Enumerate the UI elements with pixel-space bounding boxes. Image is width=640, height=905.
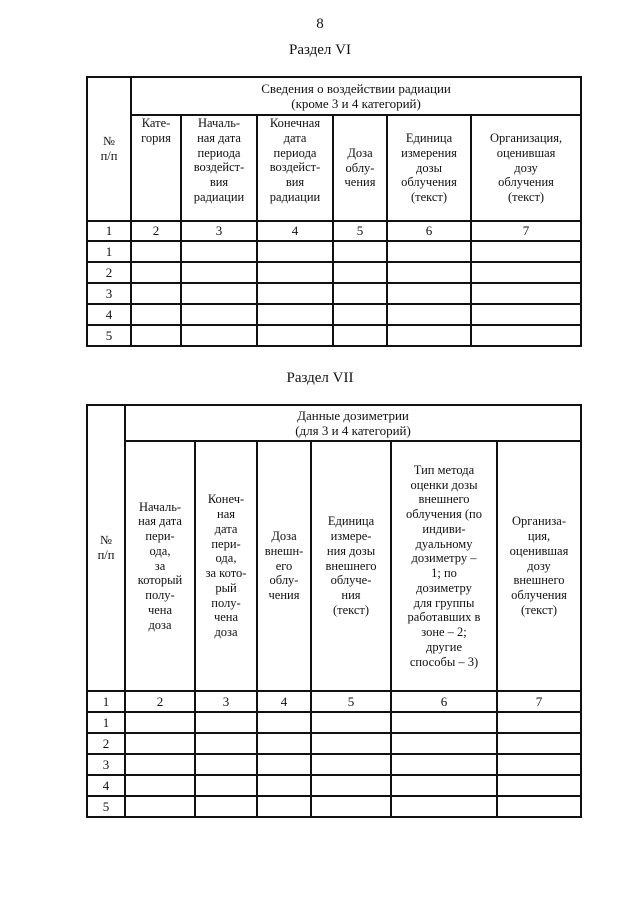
column-header-start-date: Началь- ная дата периода воздейст- вия радиации [181,115,257,221]
empty-cell [311,712,391,733]
table-row [87,775,581,796]
empty-cell [497,733,581,754]
empty-cell [311,754,391,775]
empty-cell [181,304,257,325]
empty-cell [195,712,257,733]
empty-cell [125,733,195,754]
empty-cell [387,241,471,262]
table-row [87,733,581,754]
empty-cell [333,283,387,304]
table-row [87,712,581,733]
empty-cell [333,262,387,283]
empty-cell [387,283,471,304]
empty-cell [131,283,181,304]
row-number: 3 [87,283,131,304]
empty-cell [391,733,497,754]
empty-cell [333,325,387,346]
column-number: 4 [257,691,311,712]
table-row [87,304,581,325]
column-header-start-date: Началь- ная дата пери- ода, за который полу- чена доза [125,441,195,691]
empty-cell [257,754,311,775]
empty-cell [471,262,581,283]
empty-cell [497,754,581,775]
column-number: 7 [471,221,581,241]
table-row [87,796,581,817]
column-number: 2 [131,221,181,241]
row-number: 5 [87,325,131,346]
row-number: 1 [87,241,131,262]
empty-cell [471,325,581,346]
empty-cell [257,262,333,283]
column-number: 1 [87,221,131,241]
empty-cell [181,325,257,346]
empty-cell [131,262,181,283]
empty-cell [131,241,181,262]
column-header-method-type: Тип метода оценки дозы внешнего облучения (по индиви- дуальному дозиметру – 1; по дозиметру для группы работавших в зоне – 2; другие способы – 3) [391,441,497,691]
column-number: 5 [311,691,391,712]
column-number: 2 [125,691,195,712]
row-number: 4 [87,775,125,796]
column-number-row [87,221,581,241]
column-header-category: Кате- гория [131,115,181,221]
column-number: 3 [195,691,257,712]
row-number: 2 [87,733,125,754]
empty-cell [391,796,497,817]
empty-cell [195,796,257,817]
row-number: 1 [87,712,125,733]
column-number: 3 [181,221,257,241]
empty-cell [391,712,497,733]
column-header-end-date: Конечная дата периода воздейст- вия радиации [257,115,333,221]
empty-cell [257,733,311,754]
section-7-table [86,404,582,818]
empty-cell [311,775,391,796]
column-header-end-date: Конеч- ная дата пери- ода, за кото- рый полу- чена доза [195,441,257,691]
column-header-organization: Организация, оценившая дозу облучения (текст) [471,115,581,221]
section-6-title: Раздел VI [288,42,351,58]
group-header-radiation: Сведения о воздействии радиации (кроме 3 и 4 категорий) [131,77,581,115]
empty-cell [125,796,195,817]
empty-cell [257,241,333,262]
empty-cell [311,796,391,817]
empty-cell [497,796,581,817]
empty-cell [125,754,195,775]
empty-cell [471,283,581,304]
table-row [87,325,581,346]
table-row [87,241,581,262]
empty-cell [181,262,257,283]
empty-cell [131,325,181,346]
empty-cell [257,283,333,304]
row-number: 5 [87,796,125,817]
empty-cell [195,733,257,754]
empty-cell [387,304,471,325]
empty-cell [311,733,391,754]
empty-cell [387,325,471,346]
empty-cell [471,304,581,325]
column-header-dose-unit: Единица измере- ния дозы внешнего облуче- ния (текст) [311,441,391,691]
empty-cell [257,712,311,733]
empty-cell [195,775,257,796]
column-header-organization: Организа- ция, оценившая дозу внешнего облучения (текст) [497,441,581,691]
column-number: 6 [387,221,471,241]
empty-cell [125,775,195,796]
page-number: 8 [316,16,324,32]
empty-cell [257,325,333,346]
row-number: 3 [87,754,125,775]
row-number: 2 [87,262,131,283]
row-number: 4 [87,304,131,325]
column-header-row-number: № п/п [87,405,125,691]
empty-cell [333,241,387,262]
empty-cell [333,304,387,325]
column-number: 5 [333,221,387,241]
column-header-external-dose: Доза внешн- его облу- чения [257,441,311,691]
column-header-dose-unit: Единица измерения дозы облучения (текст) [387,115,471,221]
table-row [87,262,581,283]
empty-cell [131,304,181,325]
empty-cell [181,283,257,304]
empty-cell [471,241,581,262]
empty-cell [391,754,497,775]
empty-cell [497,712,581,733]
empty-cell [181,241,257,262]
empty-cell [195,754,257,775]
empty-cell [391,775,497,796]
column-number: 6 [391,691,497,712]
empty-cell [257,775,311,796]
table-row [87,283,581,304]
section-7-title: Раздел VII [286,370,354,386]
column-header-row-number: № п/п [87,77,131,221]
empty-cell [257,796,311,817]
group-header-dosimetry: Данные дозиметрии (для 3 и 4 категорий) [125,405,581,441]
table-row [87,754,581,775]
section-6-table [86,76,582,347]
column-number: 7 [497,691,581,712]
column-header-dose: Доза облу- чения [333,115,387,221]
empty-cell [125,712,195,733]
column-number: 4 [257,221,333,241]
empty-cell [257,304,333,325]
empty-cell [387,262,471,283]
empty-cell [497,775,581,796]
column-number-row [87,691,581,712]
column-number: 1 [87,691,125,712]
